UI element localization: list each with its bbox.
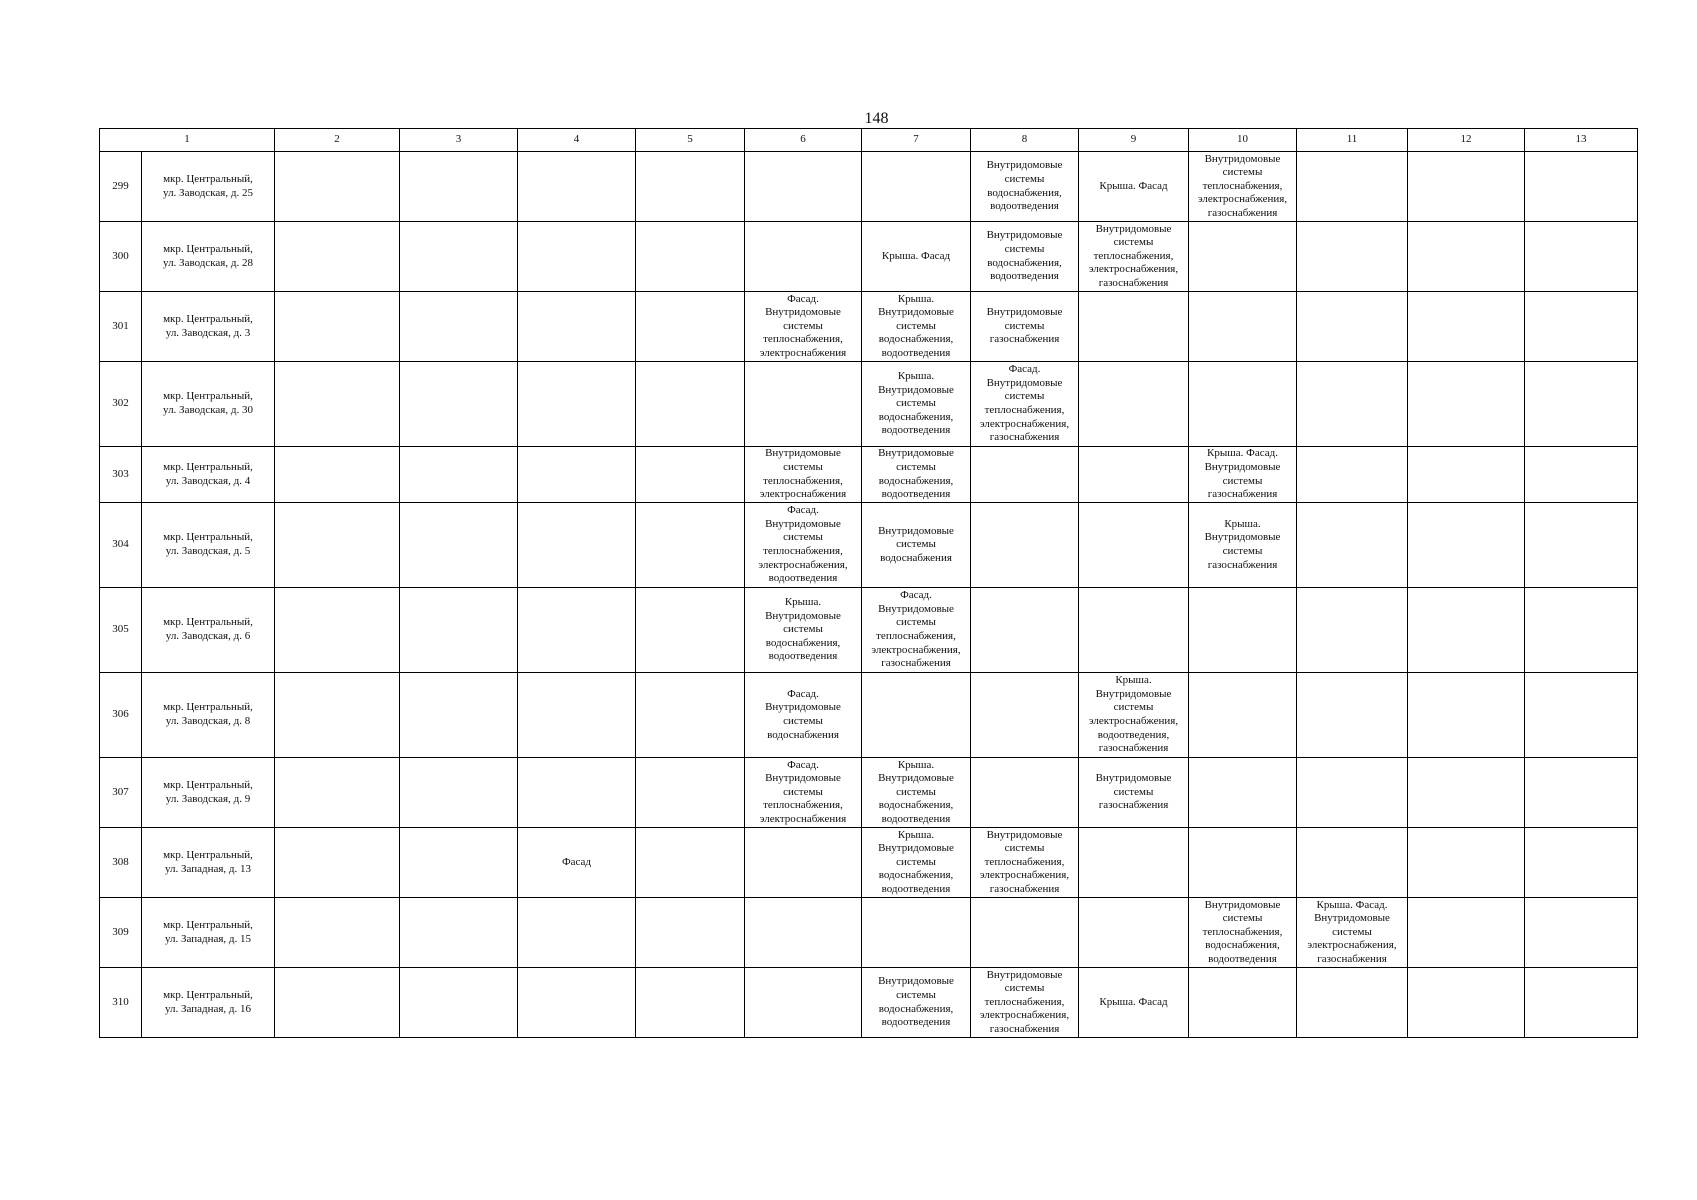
column-header-11: 11 [1297, 129, 1408, 152]
work-cell-col-3 [400, 758, 518, 828]
work-cell-col-13 [1525, 447, 1638, 503]
work-cell-col-2 [275, 828, 400, 898]
work-cell-col-9 [1079, 588, 1189, 673]
work-cell-col-9: Крыша. Фасад [1079, 968, 1189, 1038]
work-cell-col-4 [518, 503, 636, 588]
work-cell-col-5 [636, 503, 745, 588]
work-cell-col-3 [400, 362, 518, 447]
column-header-1: 1 [100, 129, 275, 152]
work-cell-col-7: Крыша. Внутридомовые системы водоснабжения, водоотведения [862, 292, 971, 362]
work-cell-col-7: Крыша. Внутридомовые системы водоснабжения, водоотведения [862, 828, 971, 898]
row-number: 308 [100, 828, 142, 898]
address-cell: мкр. Центральный, ул. Заводская, д. 9 [142, 758, 275, 828]
work-cell-col-7: Внутридомовые системы водоснабжения, водоотведения [862, 968, 971, 1038]
work-cell-col-13 [1525, 898, 1638, 968]
address-cell: мкр. Центральный, ул. Заводская, д. 3 [142, 292, 275, 362]
work-cell-col-13 [1525, 152, 1638, 222]
work-cell-col-12 [1408, 758, 1525, 828]
work-cell-col-4 [518, 898, 636, 968]
work-cell-col-10: Внутридомовые системы теплоснабжения, водоснабжения, водоотведения [1189, 898, 1297, 968]
work-cell-col-2 [275, 447, 400, 503]
work-cell-col-5 [636, 447, 745, 503]
work-cell-col-13 [1525, 758, 1638, 828]
column-header-5: 5 [636, 129, 745, 152]
work-cell-col-12 [1408, 222, 1525, 292]
work-cell-col-2 [275, 898, 400, 968]
work-cell-col-5 [636, 898, 745, 968]
work-cell-col-8: Внутридомовые системы теплоснабжения, электроснабжения, газоснабжения [971, 828, 1079, 898]
work-cell-col-11 [1297, 503, 1408, 588]
table-row [100, 673, 1638, 758]
work-cell-col-10 [1189, 828, 1297, 898]
table-row [100, 588, 1638, 673]
work-cell-col-3 [400, 222, 518, 292]
work-cell-col-2 [275, 222, 400, 292]
row-number: 299 [100, 152, 142, 222]
work-cell-col-3 [400, 292, 518, 362]
work-cell-col-12 [1408, 828, 1525, 898]
work-cell-col-9 [1079, 447, 1189, 503]
address-cell: мкр. Центральный, ул. Заводская, д. 8 [142, 673, 275, 758]
address-cell: мкр. Центральный, ул. Заводская, д. 6 [142, 588, 275, 673]
row-number: 303 [100, 447, 142, 503]
work-cell-col-6: Фасад. Внутридомовые системы теплоснабжения, электроснабжения [745, 758, 862, 828]
work-cell-col-6 [745, 222, 862, 292]
work-cell-col-8: Фасад. Внутридомовые системы теплоснабжения, электроснабжения, газоснабжения [971, 362, 1079, 447]
column-header-10: 10 [1189, 129, 1297, 152]
table-row [100, 362, 1638, 447]
row-number: 305 [100, 588, 142, 673]
work-cell-col-7 [862, 673, 971, 758]
column-header-13: 13 [1525, 129, 1638, 152]
work-cell-col-10 [1189, 362, 1297, 447]
work-cell-col-8 [971, 758, 1079, 828]
work-cell-col-10 [1189, 968, 1297, 1038]
address-cell: мкр. Центральный, ул. Заводская, д. 30 [142, 362, 275, 447]
work-cell-col-3 [400, 152, 518, 222]
table-row [100, 222, 1638, 292]
work-cell-col-10: Крыша. Внутридомовые системы газоснабжения [1189, 503, 1297, 588]
row-number: 301 [100, 292, 142, 362]
work-cell-col-4 [518, 447, 636, 503]
work-cell-col-12 [1408, 292, 1525, 362]
work-cell-col-8 [971, 898, 1079, 968]
work-cell-col-11 [1297, 828, 1408, 898]
work-cell-col-11 [1297, 968, 1408, 1038]
work-cell-col-9: Внутридомовые системы теплоснабжения, электроснабжения, газоснабжения [1079, 222, 1189, 292]
work-cell-col-7: Внутридомовые системы водоснабжения, водоотведения [862, 447, 971, 503]
work-cell-col-3 [400, 968, 518, 1038]
work-cell-col-2 [275, 152, 400, 222]
table-row [100, 758, 1638, 828]
table-row [100, 968, 1638, 1038]
work-cell-col-7 [862, 152, 971, 222]
header-row [100, 129, 1638, 152]
address-cell: мкр. Центральный, ул. Западная, д. 15 [142, 898, 275, 968]
work-cell-col-2 [275, 362, 400, 447]
work-cell-col-2 [275, 968, 400, 1038]
work-cell-col-6 [745, 152, 862, 222]
work-cell-col-9: Крыша. Внутридомовые системы электроснабжения, водоотведения, газоснабжения [1079, 673, 1189, 758]
work-cell-col-6 [745, 898, 862, 968]
column-header-2: 2 [275, 129, 400, 152]
row-number: 302 [100, 362, 142, 447]
work-cell-col-9 [1079, 828, 1189, 898]
work-cell-col-12 [1408, 503, 1525, 588]
work-cell-col-6 [745, 362, 862, 447]
table-row [100, 898, 1638, 968]
work-cell-col-8: Внутридомовые системы газоснабжения [971, 292, 1079, 362]
work-cell-col-3 [400, 673, 518, 758]
work-cell-col-13 [1525, 968, 1638, 1038]
work-cell-col-2 [275, 503, 400, 588]
work-cell-col-12 [1408, 898, 1525, 968]
work-cell-col-13 [1525, 673, 1638, 758]
work-cell-col-4 [518, 362, 636, 447]
work-cell-col-4: Фасад [518, 828, 636, 898]
column-header-7: 7 [862, 129, 971, 152]
work-cell-col-6: Фасад. Внутридомовые системы водоснабжения [745, 673, 862, 758]
work-cell-col-6: Крыша. Внутридомовые системы водоснабжения, водоотведения [745, 588, 862, 673]
work-cell-col-6: Фасад. Внутридомовые системы теплоснабжения, электроснабжения [745, 292, 862, 362]
work-cell-col-9 [1079, 503, 1189, 588]
work-cell-col-3 [400, 447, 518, 503]
work-cell-col-5 [636, 362, 745, 447]
address-cell: мкр. Центральный, ул. Заводская, д. 5 [142, 503, 275, 588]
work-cell-col-7: Фасад. Внутридомовые системы теплоснабжения, электроснабжения, газоснабжения [862, 588, 971, 673]
work-cell-col-9 [1079, 898, 1189, 968]
work-cell-col-4 [518, 968, 636, 1038]
work-cell-col-10 [1189, 222, 1297, 292]
work-cell-col-5 [636, 828, 745, 898]
column-header-6: 6 [745, 129, 862, 152]
work-cell-col-11 [1297, 673, 1408, 758]
work-cell-col-3 [400, 828, 518, 898]
column-header-4: 4 [518, 129, 636, 152]
work-cell-col-4 [518, 222, 636, 292]
row-number: 310 [100, 968, 142, 1038]
work-cell-col-11 [1297, 447, 1408, 503]
work-cell-col-12 [1408, 968, 1525, 1038]
work-cell-col-5 [636, 292, 745, 362]
address-cell: мкр. Центральный, ул. Заводская, д. 25 [142, 152, 275, 222]
column-header-8: 8 [971, 129, 1079, 152]
column-header-3: 3 [400, 129, 518, 152]
work-cell-col-8: Внутридомовые системы теплоснабжения, электроснабжения, газоснабжения [971, 968, 1079, 1038]
work-cell-col-4 [518, 152, 636, 222]
work-cell-col-3 [400, 898, 518, 968]
work-cell-col-12 [1408, 588, 1525, 673]
work-cell-col-13 [1525, 362, 1638, 447]
work-cell-col-7 [862, 898, 971, 968]
column-header-12: 12 [1408, 129, 1525, 152]
table-row [100, 292, 1638, 362]
work-cell-col-2 [275, 588, 400, 673]
table-row [100, 447, 1638, 503]
table-row [100, 152, 1638, 222]
table-row [100, 828, 1638, 898]
work-cell-col-2 [275, 292, 400, 362]
work-cell-col-8 [971, 588, 1079, 673]
work-cell-col-5 [636, 968, 745, 1038]
work-cell-col-7: Крыша. Фасад [862, 222, 971, 292]
work-cell-col-7: Крыша. Внутридомовые системы водоснабжения, водоотведения [862, 362, 971, 447]
work-cell-col-8 [971, 503, 1079, 588]
work-cell-col-10 [1189, 758, 1297, 828]
work-cell-col-11 [1297, 152, 1408, 222]
work-cell-col-7: Крыша. Внутридомовые системы водоснабжения, водоотведения [862, 758, 971, 828]
row-number: 307 [100, 758, 142, 828]
work-cell-col-11 [1297, 362, 1408, 447]
work-cell-col-6 [745, 828, 862, 898]
address-cell: мкр. Центральный, ул. Заводская, д. 28 [142, 222, 275, 292]
work-cell-col-10: Внутридомовые системы теплоснабжения, электроснабжения, газоснабжения [1189, 152, 1297, 222]
work-cell-col-3 [400, 503, 518, 588]
work-cell-col-6: Внутридомовые системы теплоснабжения, электроснабжения [745, 447, 862, 503]
work-cell-col-5 [636, 588, 745, 673]
work-cell-col-6: Фасад. Внутридомовые системы теплоснабжения, электроснабжения, водоотведения [745, 503, 862, 588]
work-cell-col-5 [636, 222, 745, 292]
row-number: 309 [100, 898, 142, 968]
work-cell-col-13 [1525, 588, 1638, 673]
work-cell-col-4 [518, 588, 636, 673]
work-cell-col-6 [745, 968, 862, 1038]
work-cell-col-5 [636, 758, 745, 828]
work-cell-col-13 [1525, 503, 1638, 588]
address-cell: мкр. Центральный, ул. Западная, д. 16 [142, 968, 275, 1038]
work-cell-col-13 [1525, 222, 1638, 292]
work-cell-col-12 [1408, 673, 1525, 758]
work-cell-col-10 [1189, 292, 1297, 362]
work-cell-col-3 [400, 588, 518, 673]
work-cell-col-11 [1297, 222, 1408, 292]
work-cell-col-9: Крыша. Фасад [1079, 152, 1189, 222]
address-cell: мкр. Центральный, ул. Заводская, д. 4 [142, 447, 275, 503]
work-cell-col-12 [1408, 362, 1525, 447]
work-cell-col-11: Крыша. Фасад. Внутридомовые системы электроснабжения, газоснабжения [1297, 898, 1408, 968]
column-header-9: 9 [1079, 129, 1189, 152]
work-cell-col-7: Внутридомовые системы водоснабжения [862, 503, 971, 588]
work-cell-col-4 [518, 292, 636, 362]
work-cell-col-9: Внутридомовые системы газоснабжения [1079, 758, 1189, 828]
work-cell-col-12 [1408, 152, 1525, 222]
work-cell-col-10: Крыша. Фасад. Внутридомовые системы газоснабжения [1189, 447, 1297, 503]
work-cell-col-13 [1525, 828, 1638, 898]
work-cell-col-8: Внутридомовые системы водоснабжения, водоотведения [971, 222, 1079, 292]
work-cell-col-8 [971, 447, 1079, 503]
work-cell-col-10 [1189, 673, 1297, 758]
work-cell-col-2 [275, 673, 400, 758]
work-cell-col-13 [1525, 292, 1638, 362]
work-cell-col-9 [1079, 292, 1189, 362]
work-cell-col-4 [518, 758, 636, 828]
table-row [100, 503, 1638, 588]
row-number: 306 [100, 673, 142, 758]
page-number: 148 [864, 110, 889, 127]
work-cell-col-11 [1297, 588, 1408, 673]
address-cell: мкр. Центральный, ул. Западная, д. 13 [142, 828, 275, 898]
row-number: 304 [100, 503, 142, 588]
work-cell-col-11 [1297, 758, 1408, 828]
work-cell-col-5 [636, 152, 745, 222]
work-cell-col-11 [1297, 292, 1408, 362]
work-cell-col-9 [1079, 362, 1189, 447]
repair-schedule-table [99, 128, 1638, 1038]
work-cell-col-4 [518, 673, 636, 758]
work-cell-col-5 [636, 673, 745, 758]
work-cell-col-12 [1408, 447, 1525, 503]
work-cell-col-8: Внутридомовые системы водоснабжения, водоотведения [971, 152, 1079, 222]
work-cell-col-8 [971, 673, 1079, 758]
row-number: 300 [100, 222, 142, 292]
work-cell-col-2 [275, 758, 400, 828]
work-cell-col-10 [1189, 588, 1297, 673]
